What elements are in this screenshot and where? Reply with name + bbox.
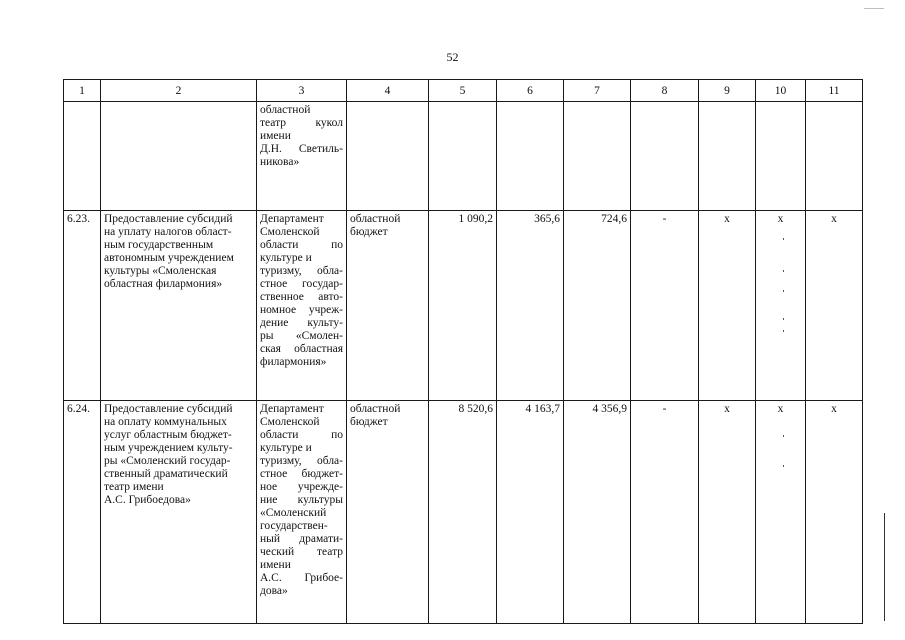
table-header <box>64 80 863 102</box>
source-line: бюджет <box>350 226 388 238</box>
executor-line: «Смоленский <box>260 507 327 519</box>
executor-line: дова» <box>260 585 288 597</box>
description-line: ным учреждением культу- <box>104 442 233 454</box>
cell-executor <box>257 102 347 211</box>
column-header-8: 8 <box>631 80 699 102</box>
executor-line: стное бюджет- <box>260 468 343 480</box>
scan-speck <box>783 318 784 320</box>
executor-line: государствен- <box>260 520 328 532</box>
cell-description <box>101 401 257 624</box>
cell-col11: x <box>806 401 863 624</box>
executor-line: Смоленской <box>260 416 320 428</box>
description-line: автономным учреждением <box>104 252 234 264</box>
scan-speck <box>783 270 784 272</box>
table-row <box>64 211 863 401</box>
column-header-6: 6 <box>497 80 564 102</box>
corner-scan-mark <box>864 8 884 9</box>
executor-line: Департамент <box>260 403 324 415</box>
scan-speck <box>783 290 784 292</box>
source-line: областной <box>350 403 401 415</box>
cell-num: 6.23. <box>64 211 101 401</box>
executor-line: ное учрежде- <box>260 481 343 493</box>
cell-col9: x <box>699 211 756 401</box>
executor-line: никова» <box>260 156 300 168</box>
description-line: культуры «Смоленская <box>104 265 217 277</box>
cell-year1: 4 163,7 <box>497 401 564 624</box>
cell-year2: 724,6 <box>564 211 631 401</box>
description-line: театр имени <box>104 481 164 493</box>
cell-num <box>64 102 101 211</box>
cell-col8: - <box>631 401 699 624</box>
page-number: 52 <box>446 50 459 64</box>
cell-year2 <box>564 102 631 211</box>
description-line: А.С. Грибоедова» <box>104 494 191 506</box>
source-line: бюджет <box>350 416 388 428</box>
table-row <box>64 401 863 624</box>
executor-line: А.С. Грибое- <box>260 572 343 584</box>
cell-source <box>347 401 429 624</box>
executor-line: ние культуры <box>260 494 343 506</box>
scan-speck <box>783 465 784 467</box>
header-row <box>64 80 863 102</box>
column-header-9: 9 <box>699 80 756 102</box>
cell-total: 1 090,2 <box>429 211 497 401</box>
cell-col10 <box>756 102 806 211</box>
cell-col11 <box>806 102 863 211</box>
column-header-11: 11 <box>806 80 863 102</box>
cell-col11: x <box>806 211 863 401</box>
description-line: ственный драматический <box>104 468 228 480</box>
executor-line: стное государ- <box>260 278 343 290</box>
scan-speck <box>783 238 784 240</box>
executor-line: театр кукол <box>260 117 343 129</box>
cell-year2: 4 356,9 <box>564 401 631 624</box>
description-line: областная филармония» <box>104 278 223 290</box>
column-header-1: 1 <box>64 80 101 102</box>
cell-num: 6.24. <box>64 401 101 624</box>
description-line: на оплату коммунальных <box>104 416 227 428</box>
executor-line: номное учреж- <box>260 304 343 316</box>
description-line: Предоставление субсидий <box>104 403 233 415</box>
executor-line: имени <box>260 559 291 571</box>
cell-col10: x <box>756 401 806 624</box>
cell-executor <box>257 211 347 401</box>
cell-year1: 365,6 <box>497 211 564 401</box>
description-line: услуг областным бюджет- <box>104 429 232 441</box>
executor-line: Смоленской <box>260 226 320 238</box>
cell-year1 <box>497 102 564 211</box>
executor-line: ры «Смолен- <box>260 330 343 342</box>
executor-line: областной <box>260 104 311 116</box>
executor-line: туризму, обла- <box>260 455 343 467</box>
scan-speck <box>783 435 784 437</box>
scan-margin-line <box>884 513 885 621</box>
column-header-4: 4 <box>347 80 429 102</box>
budget-table <box>63 79 863 624</box>
executor-line: ская областная <box>260 343 343 355</box>
executor-line: области по <box>260 429 343 441</box>
column-header-3: 3 <box>257 80 347 102</box>
source-line: областной <box>350 213 401 225</box>
cell-col8 <box>631 102 699 211</box>
column-header-2: 2 <box>101 80 257 102</box>
column-header-10: 10 <box>756 80 806 102</box>
cell-source <box>347 211 429 401</box>
executor-line: Департамент <box>260 213 324 225</box>
cell-col10: x <box>756 211 806 401</box>
executor-line: туризму, обла- <box>260 265 343 277</box>
table-row-continued <box>64 102 863 211</box>
column-header-7: 7 <box>564 80 631 102</box>
executor-line: филармония» <box>260 356 327 368</box>
cell-col9: x <box>699 401 756 624</box>
executor-line: Д.Н. Светиль- <box>260 143 343 155</box>
executor-line: ственное авто- <box>260 291 343 303</box>
executor-line: ный драмати- <box>260 533 343 545</box>
cell-total <box>429 102 497 211</box>
executor-line: культуре и <box>260 252 312 264</box>
executor-line: области по <box>260 239 343 251</box>
description-line: ры «Смоленский государ- <box>104 455 231 467</box>
executor-line: культуре и <box>260 442 312 454</box>
scan-speck <box>783 330 784 332</box>
executor-line: ческий театр <box>260 546 343 558</box>
column-header-5: 5 <box>429 80 497 102</box>
description-line: на уплату налогов област- <box>104 226 232 238</box>
cell-col8: - <box>631 211 699 401</box>
cell-total: 8 520,6 <box>429 401 497 624</box>
cell-source <box>347 102 429 211</box>
cell-description <box>101 102 257 211</box>
executor-line: имени <box>260 130 291 142</box>
executor-line: дение культу- <box>260 317 343 329</box>
cell-col9 <box>699 102 756 211</box>
cell-description <box>101 211 257 401</box>
description-line: Предоставление субсидий <box>104 213 233 225</box>
description-line: ным государственным <box>104 239 214 251</box>
cell-executor <box>257 401 347 624</box>
